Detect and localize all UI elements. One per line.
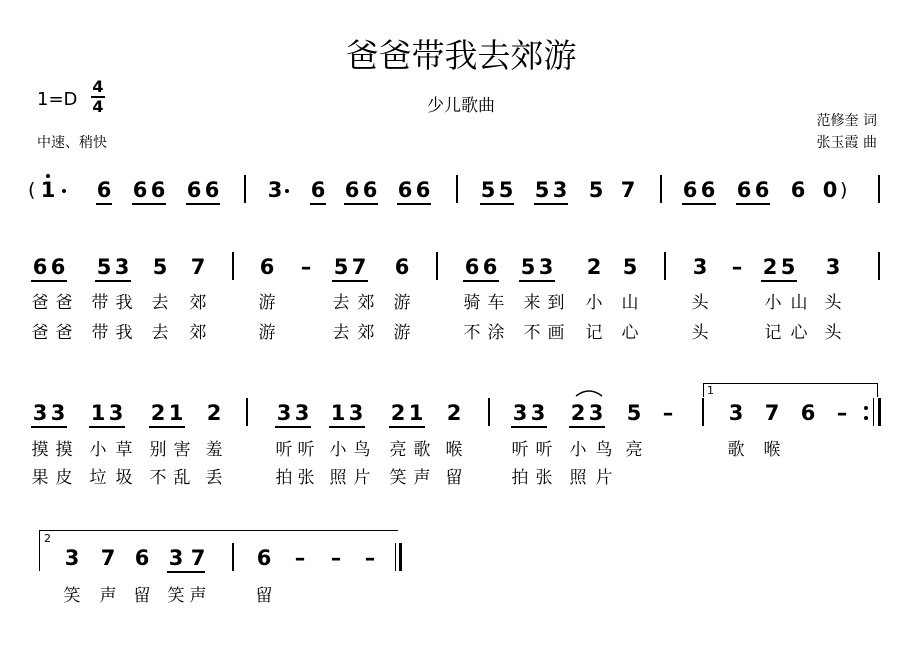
jianpu-note: 7 xyxy=(351,255,367,279)
lyric-char: 到 xyxy=(547,293,565,313)
jianpu-note: 3 xyxy=(588,401,604,425)
lyric-char: 涂 xyxy=(487,323,505,343)
lyric-char: 拍 xyxy=(511,468,529,488)
lyric-char: 不 xyxy=(149,468,167,488)
lyric-char: 头 xyxy=(824,293,842,313)
jianpu-note: 3 xyxy=(114,255,130,279)
underline-beam xyxy=(534,203,568,205)
jianpu-note: 6 xyxy=(362,178,378,202)
lyric-char: 爸 xyxy=(31,293,49,313)
jianpu-note: 5 xyxy=(588,178,604,202)
underline-beam xyxy=(96,203,112,205)
lyric-char: 心 xyxy=(621,323,639,343)
lyric-char: 张 xyxy=(535,468,553,488)
augmentation-dot xyxy=(62,189,66,193)
underline-beam xyxy=(389,426,425,428)
jianpu-note: 1 xyxy=(408,401,424,425)
jianpu-note: 6 xyxy=(132,178,148,202)
lyric-char: 小 xyxy=(569,440,587,460)
lyric-char: 头 xyxy=(691,323,709,343)
lyric-char: 游 xyxy=(258,323,276,343)
jianpu-note: 7 xyxy=(764,401,780,425)
underline-beam xyxy=(682,203,716,205)
jianpu-note: 3 xyxy=(294,401,310,425)
final-barline xyxy=(878,398,881,426)
jianpu-note: 3 xyxy=(530,401,546,425)
lyric-char: 别 xyxy=(149,440,167,460)
lyric-char: 圾 xyxy=(115,468,133,488)
underline-beam xyxy=(275,426,311,428)
lyric-char: 头 xyxy=(691,293,709,313)
lyric-char: 皮 xyxy=(55,468,73,488)
jianpu-note: 6 xyxy=(186,178,202,202)
jianpu-note: 3 xyxy=(276,401,292,425)
lyric-char: 声 xyxy=(189,586,207,606)
lyric-char: 爸 xyxy=(55,293,73,313)
lyric-char: 果 xyxy=(31,468,49,488)
underline-beam xyxy=(397,203,431,205)
jianpu-note: 6 xyxy=(50,255,66,279)
volta-bracket xyxy=(703,383,877,384)
jianpu-note: 6 xyxy=(310,178,326,202)
lyric-char: 听 xyxy=(511,440,529,460)
jianpu-note: 3 xyxy=(32,401,48,425)
jianpu-note: 3 xyxy=(348,401,364,425)
jianpu-note: 2 xyxy=(390,401,406,425)
repeat-dot xyxy=(864,406,868,410)
jianpu-note: 5 xyxy=(152,255,168,279)
lyric-char: 亮 xyxy=(625,440,643,460)
lyric-char: 去 xyxy=(332,323,350,343)
lyric-char: 鸟 xyxy=(353,440,371,460)
song-title: 爸爸带我去郊游 xyxy=(345,36,577,75)
lyric-char: 歌 xyxy=(413,440,431,460)
jianpu-note: 6 xyxy=(700,178,716,202)
jianpu-note: 6 xyxy=(415,178,431,202)
jianpu-note: 6 xyxy=(800,401,816,425)
lyric-char: 小 xyxy=(585,293,603,313)
jianpu-note: 1 xyxy=(330,401,346,425)
lyric-char: 小 xyxy=(89,440,107,460)
lyric-char: 鸟 xyxy=(595,440,613,460)
lyric-char: 爸 xyxy=(55,323,73,343)
jianpu-note: 5 xyxy=(780,255,796,279)
underline-beam xyxy=(167,571,205,573)
lyric-char: 丢 xyxy=(205,468,223,488)
lyric-char: 游 xyxy=(393,293,411,313)
jianpu-note: 2 xyxy=(150,401,166,425)
lyric-char: 羞 xyxy=(205,440,223,460)
lyric-char: 害 xyxy=(173,440,191,460)
barline xyxy=(232,252,234,280)
lyric-char: 摸 xyxy=(31,440,49,460)
lyricist-credit: 范修奎 词 xyxy=(816,113,877,129)
lyric-char: 笑 xyxy=(389,468,407,488)
jianpu-note: 3 xyxy=(692,255,708,279)
jianpu-note: 6 xyxy=(394,255,410,279)
jianpu-note: 6 xyxy=(204,178,220,202)
jianpu-note: 3 xyxy=(825,255,841,279)
lyric-char: 歌 xyxy=(727,440,745,460)
lyric-char: 郊 xyxy=(189,293,207,313)
lyric-char: 来 xyxy=(523,293,541,313)
lyric-char: 郊 xyxy=(189,323,207,343)
lyric-char: 带 xyxy=(91,323,109,343)
jianpu-note: 5 xyxy=(520,255,536,279)
jianpu-note: 6 xyxy=(150,178,166,202)
barline xyxy=(878,175,880,203)
lyric-char: 去 xyxy=(332,293,350,313)
song-subtitle: 少儿歌曲 xyxy=(427,96,495,116)
final-barline xyxy=(399,543,402,571)
lyric-char: 片 xyxy=(353,468,371,488)
time-signature-top: 4 xyxy=(92,77,104,96)
lyric-char: 头 xyxy=(824,323,842,343)
lyric-char: 拍 xyxy=(275,468,293,488)
tempo-marking: 中速、稍快 xyxy=(37,135,107,151)
jianpu-note: 3 xyxy=(267,178,283,202)
jianpu-note: 6 xyxy=(134,546,150,570)
jianpu-note: 6 xyxy=(344,178,360,202)
volta-number: 1 xyxy=(707,384,714,397)
jianpu-note: – xyxy=(731,255,743,279)
underline-beam xyxy=(95,280,131,282)
jianpu-note: 2 xyxy=(446,401,462,425)
jianpu-note: 6 xyxy=(754,178,770,202)
lyric-char: 小 xyxy=(329,440,347,460)
jianpu-note: 1 xyxy=(40,178,56,202)
lyric-char: 游 xyxy=(393,323,411,343)
jianpu-note: 6 xyxy=(482,255,498,279)
composer-credit: 张玉霞 曲 xyxy=(816,135,877,151)
augmentation-dot xyxy=(285,189,289,193)
underline-beam xyxy=(344,203,378,205)
volta-number: 2 xyxy=(44,532,51,545)
lyric-char: 记 xyxy=(585,323,603,343)
jianpu-note: 6 xyxy=(790,178,806,202)
underline-beam xyxy=(736,203,770,205)
volta-bracket xyxy=(877,383,878,397)
jianpu-note: 1 xyxy=(168,401,184,425)
underline-beam xyxy=(519,280,555,282)
lyric-char: 郊 xyxy=(357,293,375,313)
lyric-char: 听 xyxy=(275,440,293,460)
lyric-char: 山 xyxy=(621,293,639,313)
barline xyxy=(232,543,234,571)
time-signature-bottom: 4 xyxy=(92,97,104,116)
jianpu-note: 3 xyxy=(538,255,554,279)
underline-beam xyxy=(463,280,499,282)
underline-beam xyxy=(329,426,365,428)
jianpu-note: 6 xyxy=(397,178,413,202)
jianpu-note: 7 xyxy=(190,255,206,279)
time-signature xyxy=(91,78,105,116)
jianpu-note: 1 xyxy=(90,401,106,425)
lyric-char: 留 xyxy=(255,586,273,606)
jianpu-note: – xyxy=(330,546,342,570)
close-paren: ) xyxy=(840,179,848,201)
lyric-char: 声 xyxy=(413,468,431,488)
barline xyxy=(39,543,40,571)
jianpu-note: 6 xyxy=(256,546,272,570)
lyric-char: 爸 xyxy=(31,323,49,343)
lyric-char: 去 xyxy=(151,323,169,343)
lyric-char: 照 xyxy=(329,468,347,488)
open-paren: ( xyxy=(28,179,36,201)
jianpu-note: 3 xyxy=(552,178,568,202)
jianpu-note: 2 xyxy=(206,401,222,425)
volta-bracket xyxy=(39,530,40,543)
jianpu-note: 0 xyxy=(822,178,838,202)
jianpu-note: 3 xyxy=(512,401,528,425)
lyric-char: 留 xyxy=(133,586,151,606)
lyric-char: 留 xyxy=(445,468,463,488)
lyric-char: 喉 xyxy=(763,440,781,460)
jianpu-note: – xyxy=(836,401,848,425)
jianpu-note: 5 xyxy=(333,255,349,279)
lyric-char: 听 xyxy=(297,440,315,460)
jianpu-note: 5 xyxy=(96,255,112,279)
lyric-char: 草 xyxy=(115,440,133,460)
lyric-char: 张 xyxy=(297,468,315,488)
jianpu-note: 3 xyxy=(64,546,80,570)
final-barline xyxy=(873,398,874,426)
jianpu-note: – xyxy=(662,401,674,425)
lyric-char: 喉 xyxy=(445,440,463,460)
barline xyxy=(664,252,666,280)
lyric-char: 车 xyxy=(487,293,505,313)
lyric-char: 我 xyxy=(115,293,133,313)
jianpu-note: – xyxy=(300,255,312,279)
lyric-char: 我 xyxy=(115,323,133,343)
jianpu-note: 6 xyxy=(96,178,112,202)
lyric-char: 乱 xyxy=(173,468,191,488)
lyric-char: 笑 xyxy=(63,586,81,606)
lyric-char: 骑 xyxy=(463,293,481,313)
final-barline xyxy=(395,543,396,571)
lyric-char: 亮 xyxy=(389,440,407,460)
jianpu-note: 2 xyxy=(762,255,778,279)
jianpu-note: 3 xyxy=(50,401,66,425)
jianpu-note: 5 xyxy=(480,178,496,202)
jianpu-note: 5 xyxy=(534,178,550,202)
barline xyxy=(702,398,704,426)
lyric-char: 笑 xyxy=(167,586,185,606)
jianpu-note: 5 xyxy=(622,255,638,279)
jianpu-note: 7 xyxy=(100,546,116,570)
underline-beam xyxy=(511,426,547,428)
underline-beam xyxy=(569,426,605,428)
underline-beam xyxy=(480,203,514,205)
barline xyxy=(436,252,438,280)
barline xyxy=(660,175,662,203)
jianpu-note: 7 xyxy=(620,178,636,202)
underline-beam xyxy=(186,203,220,205)
underline-beam xyxy=(132,203,166,205)
jianpu-note: 5 xyxy=(626,401,642,425)
lyric-char: 声 xyxy=(99,586,117,606)
jianpu-note: 3 xyxy=(728,401,744,425)
barline xyxy=(488,398,490,426)
jianpu-note: 7 xyxy=(190,546,206,570)
barline xyxy=(456,175,458,203)
jianpu-note: 2 xyxy=(586,255,602,279)
lyric-char: 不 xyxy=(523,323,541,343)
barline xyxy=(244,175,246,203)
lyric-char: 心 xyxy=(790,323,808,343)
lyric-char: 垃 xyxy=(89,468,107,488)
barline xyxy=(878,252,880,280)
underline-beam xyxy=(332,280,368,282)
lyric-char: 小 xyxy=(764,293,782,313)
jianpu-note: 6 xyxy=(464,255,480,279)
underline-beam xyxy=(149,426,185,428)
jianpu-note: 3 xyxy=(168,546,184,570)
jianpu-note: 5 xyxy=(498,178,514,202)
key-signature: 1=D xyxy=(37,89,78,110)
tie-slur xyxy=(574,388,604,398)
repeat-dot xyxy=(864,416,868,420)
jianpu-note: – xyxy=(294,546,306,570)
high-octave-dot xyxy=(46,174,50,178)
jianpu-note: 6 xyxy=(736,178,752,202)
jianpu-note: 6 xyxy=(682,178,698,202)
jianpu-note: – xyxy=(364,546,376,570)
underline-beam xyxy=(89,426,125,428)
underline-beam xyxy=(31,426,67,428)
lyric-char: 去 xyxy=(151,293,169,313)
jianpu-note: 6 xyxy=(259,255,275,279)
lyric-char: 照 xyxy=(569,468,587,488)
underline-beam xyxy=(761,280,797,282)
lyric-char: 听 xyxy=(535,440,553,460)
lyric-char: 山 xyxy=(790,293,808,313)
jianpu-note: 3 xyxy=(108,401,124,425)
lyric-char: 画 xyxy=(547,323,565,343)
lyric-char: 记 xyxy=(764,323,782,343)
lyric-char: 带 xyxy=(91,293,109,313)
lyric-char: 郊 xyxy=(357,323,375,343)
lyric-char: 不 xyxy=(463,323,481,343)
underline-beam xyxy=(310,203,326,205)
jianpu-note: 6 xyxy=(32,255,48,279)
underline-beam xyxy=(31,280,67,282)
lyric-char: 摸 xyxy=(55,440,73,460)
lyric-char: 片 xyxy=(595,468,613,488)
jianpu-note: 2 xyxy=(570,401,586,425)
lyric-char: 游 xyxy=(258,293,276,313)
volta-bracket xyxy=(39,530,398,531)
barline xyxy=(246,398,248,426)
volta-bracket xyxy=(703,383,704,397)
